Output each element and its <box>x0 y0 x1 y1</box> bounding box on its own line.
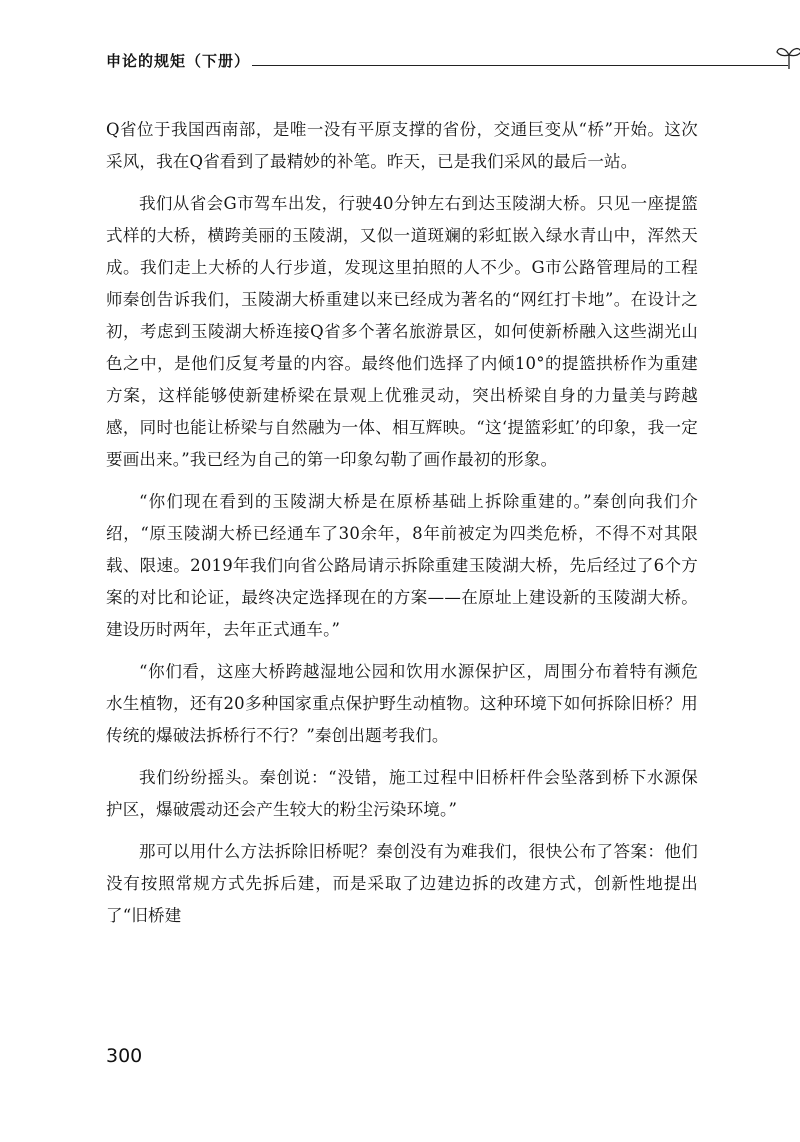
page-number: 300 <box>106 1045 143 1067</box>
paragraph: 我们从省会G市驾车出发，行驶40分钟左右到达玉陵湖大桥。只见一座提篮式样的大桥，横跨美丽的玉陵湖，又似一道斑斓的彩虹嵌入绿水青山中，浑然天成。我们走上大桥的人行步道，发现这里拍照的人不少。G市公路管理局的工程师秦创告诉我们，玉陵湖大桥重建以来已经成为著名的“网红打卡地”。在设计之初，考虑到玉陵湖大桥连接Q省多个著名旅游景区，如何使新桥融入这些湖光山色之中，是他们反复考量的内容。最终他们选择了内倾10°的提篮拱桥作为重建方案，这样能够使新建桥梁在景观上优雅灵动，突出桥梁自身的力量美与跨越感，同时也能让桥梁与自然融为一体、相互辉映。“这‘提篮彩虹’的印象，我一定要画出来。”我已经为自己的第一印象勾勒了画作最初的形象。 <box>106 194 698 469</box>
paragraph: 那可以用什么方法拆除旧桥呢？秦创没有为难我们，很快公布了答案：他们没有按照常规方式先拆后建，而是采取了边建边拆的改建方式，创新性地提出了“旧桥建 <box>106 842 698 925</box>
paragraph: 我们纷纷摇头。秦创说：“没错，施工过程中旧桥杆件会坠落到桥下水源保护区，爆破震动还会产生较大的粉尘污染环境。” <box>106 768 698 819</box>
paragraph: “你们现在看到的玉陵湖大桥是在原桥基础上拆除重建的。”秦创向我们介绍，“原玉陵湖大桥已经通车了30余年，8年前被定为四类危桥，不得不对其限载、限速。2019年我们向省公路局请示拆除重建玉陵湖大桥，先后经过了6个方案的对比和论证，最终决定选择现在的方案——在原址上建设新的玉陵湖大桥。建设历时两年，去年正式通车。” <box>106 492 698 639</box>
running-header <box>106 44 700 74</box>
book-title: 申论的规矩（下册） <box>106 52 251 70</box>
paragraph: “你们看，这座大桥跨越湿地公园和饮用水源保护区，周围分布着特有濒危水生植物，还有20多种国家重点保护野生动植物。这种环境下如何拆除旧桥？用传统的爆破法拆桥行不行？”秦创出题考我们。 <box>106 662 698 745</box>
article-body <box>106 114 698 942</box>
sprout-icon <box>775 44 800 70</box>
header-divider <box>252 65 788 66</box>
paragraph: Q省位于我国西南部，是唯一没有平原支撑的省份，交通巨变从“桥”开始。这次采风，我在Q省看到了最精妙的补笔。昨天，已是我们采风的最后一站。 <box>106 120 698 171</box>
